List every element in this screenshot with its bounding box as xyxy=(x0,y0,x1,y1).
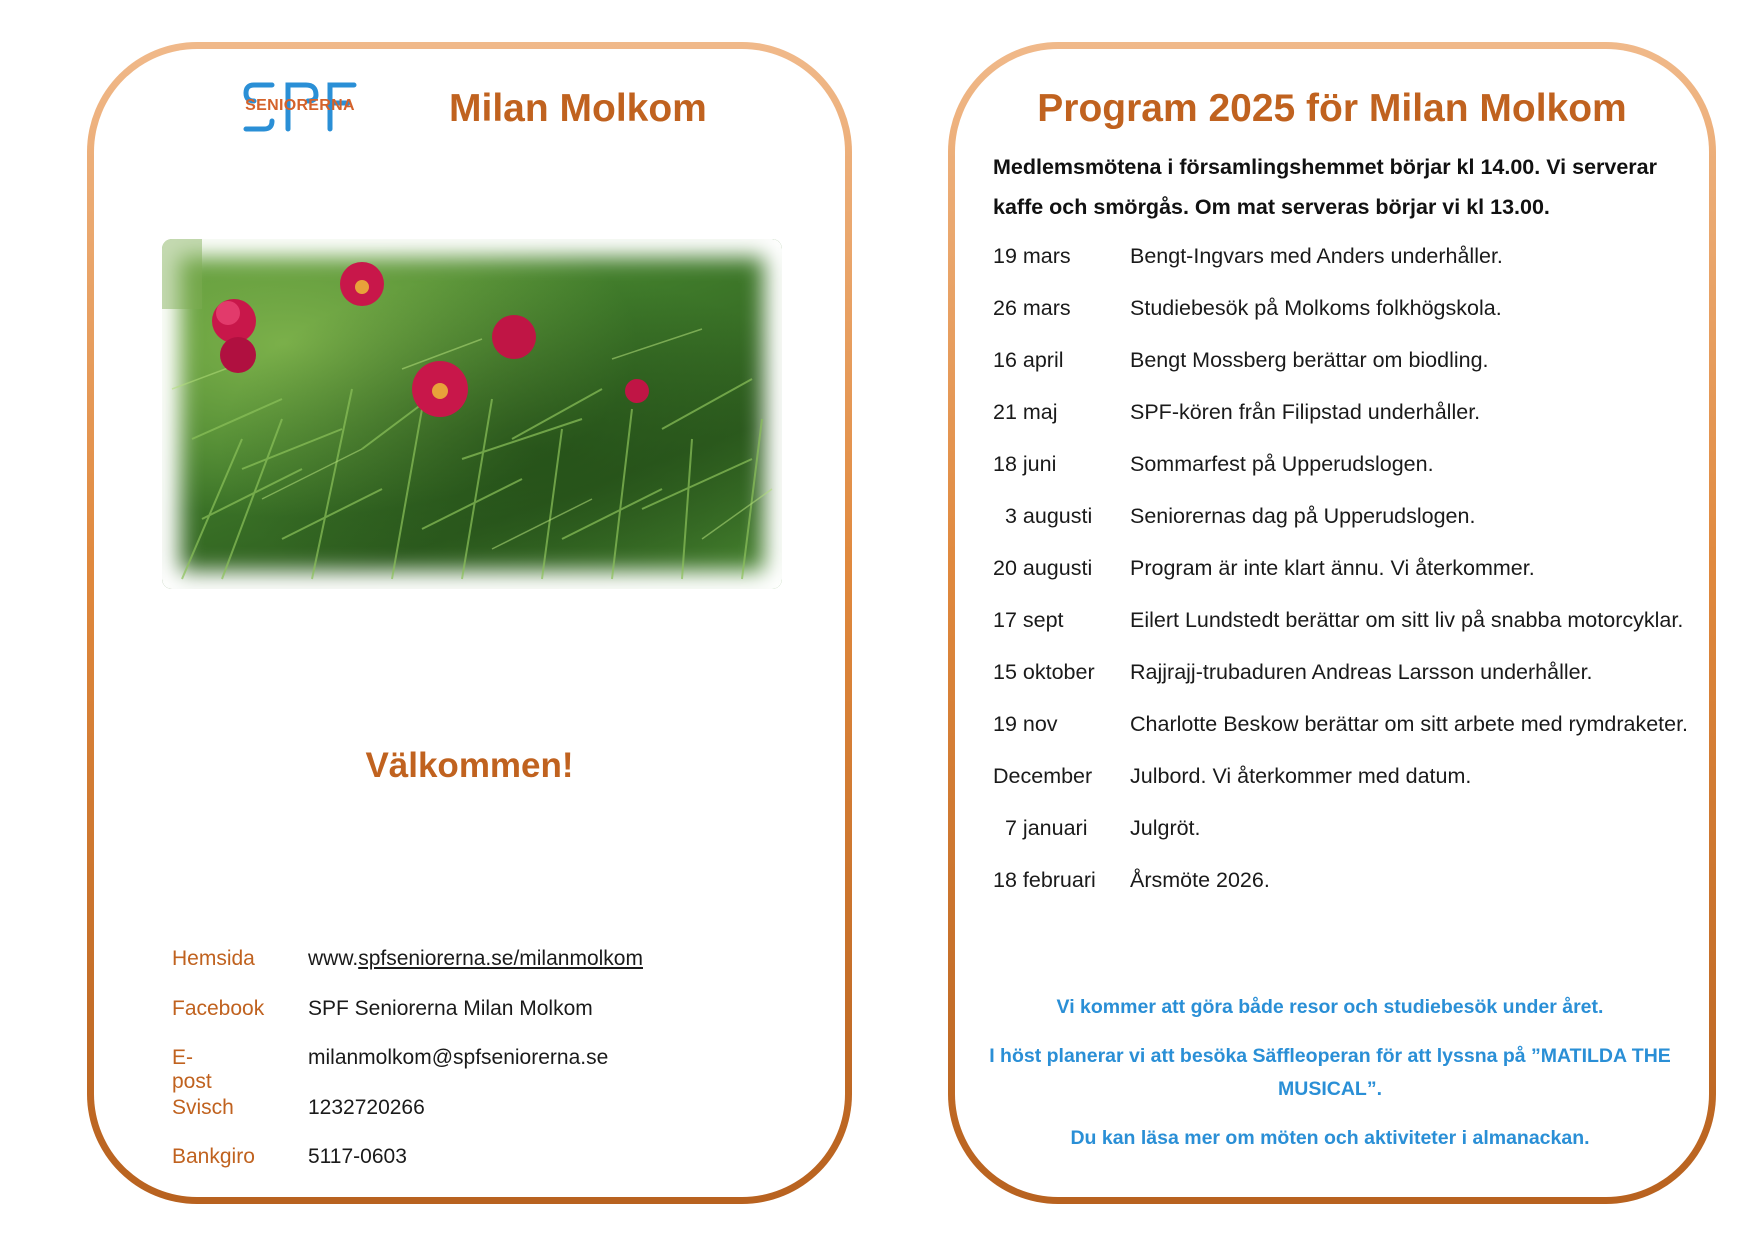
website-link[interactable] xyxy=(308,947,643,971)
event-date: 3 augusti xyxy=(1005,504,1093,528)
contact-label-email: E-post xyxy=(172,1046,212,1093)
chapter-title: Milan Molkom xyxy=(449,87,707,130)
logo-text: SENIORERNA xyxy=(245,97,355,114)
event-text: Studiebesök på Molkoms folkhögskola. xyxy=(1130,296,1502,320)
event-text: SPF-kören från Filipstad underhåller. xyxy=(1130,400,1481,424)
schedule-row xyxy=(993,551,1693,586)
schedule-row xyxy=(993,499,1693,534)
bankgiro-value: 5117-0603 xyxy=(308,1145,407,1168)
event-text: Årsmöte 2026. xyxy=(1130,868,1270,892)
event-date: 18 februari xyxy=(993,868,1096,892)
event-text: Bengt Mossberg berättar om biodling. xyxy=(1130,348,1489,372)
event-text: Julbord. Vi återkommer med datum. xyxy=(1130,764,1472,788)
contact-label-hemsida: Hemsida xyxy=(172,947,255,970)
note-almanac: Du kan läsa mer om möten och aktiviteter i almanackan. xyxy=(1070,1127,1590,1149)
schedule-row xyxy=(993,759,1693,794)
event-date: 16 april xyxy=(993,348,1064,372)
schedule-row xyxy=(993,655,1693,690)
spf-logo-icon xyxy=(242,79,358,135)
schedule-row xyxy=(993,395,1693,430)
schedule-row xyxy=(993,811,1693,846)
event-text: Program är inte klart ännu. Vi återkommer. xyxy=(1130,556,1535,580)
event-date: 19 mars xyxy=(993,244,1071,268)
schedule-row xyxy=(993,707,1693,742)
schedule-row xyxy=(993,291,1693,326)
peony-flowers-photo xyxy=(162,239,782,589)
event-text: Julgröt. xyxy=(1130,816,1201,840)
event-text: Eilert Lundstedt berättar om sitt liv på snabba motorcyklar. xyxy=(1130,608,1684,632)
event-text: Sommarfest på Upperudslogen. xyxy=(1130,452,1434,476)
welcome-heading: Välkommen! xyxy=(365,746,574,785)
schedule-row xyxy=(993,239,1693,274)
contact-label-svisch: Svisch xyxy=(172,1095,234,1119)
event-text: Bengt-Ingvars med Anders underhåller. xyxy=(1130,244,1503,268)
event-date: 15 oktober xyxy=(993,660,1095,684)
schedule-list xyxy=(993,239,1693,915)
schedule-row xyxy=(993,447,1693,482)
event-text: Seniorernas dag på Upperudslogen. xyxy=(1130,504,1476,528)
event-date: 18 juni xyxy=(993,452,1057,476)
website-prefix: www. xyxy=(308,947,359,970)
contact-label-facebook: Facebook xyxy=(172,996,265,1020)
contact-label-bankgiro: Bankgiro xyxy=(172,1145,255,1168)
event-text: Charlotte Beskow berättar om sitt arbete med rymdraketer. xyxy=(1130,712,1689,736)
event-date: 21 maj xyxy=(993,400,1058,424)
schedule-row xyxy=(993,863,1693,898)
program-title: Program 2025 för Milan Molkom xyxy=(1037,87,1627,130)
left-panel xyxy=(87,42,852,1204)
website-path[interactable]: spfseniorerna.se/milanmolkom xyxy=(358,947,643,970)
event-date: 17 sept xyxy=(993,608,1064,632)
right-panel xyxy=(948,42,1716,1204)
event-date: 26 mars xyxy=(993,296,1071,320)
event-date: 19 nov xyxy=(993,712,1058,736)
svisch-value: 1232720266 xyxy=(308,1095,425,1119)
note-travel: Vi kommer att göra både resor och studiebesök under året. xyxy=(1056,996,1604,1018)
schedule-row xyxy=(993,603,1693,638)
email-value: milanmolkom@spfseniorerna.se xyxy=(308,1046,609,1069)
event-date: 20 augusti xyxy=(993,556,1093,580)
facebook-value: SPF Seniorerna Milan Molkom xyxy=(308,996,593,1020)
intro-text: Medlemsmötena i församlingshemmet börjar kl 14.00. Vi serverar kaffe och smörgås. Om mat serveras börjar vi kl 13.00. xyxy=(993,155,1658,219)
event-date: December xyxy=(993,764,1093,788)
notes-section xyxy=(965,991,1695,1171)
schedule-row xyxy=(993,343,1693,378)
note-opera: I höst planerar vi att besöka Säffleoperan för att lyssna på ”MATILDA THE MUSICAL”. xyxy=(989,1045,1671,1100)
event-date: 7 januari xyxy=(1005,816,1088,840)
event-text: Rajjrajj-trubaduren Andreas Larsson underhåller. xyxy=(1130,660,1593,684)
